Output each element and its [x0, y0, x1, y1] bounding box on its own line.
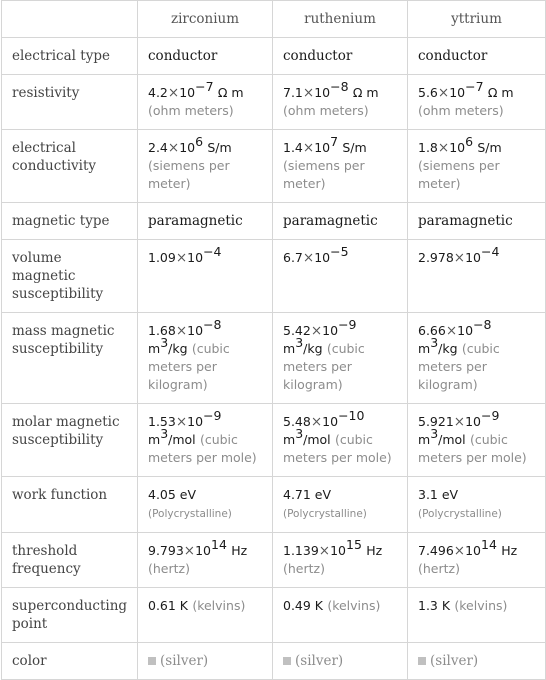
cell-value: 1.3 K (kelvins): [408, 588, 546, 643]
row-label: threshold frequency: [2, 533, 138, 588]
cell-value: $1.139\times 10^{15}$ Hz (hertz): [273, 533, 408, 588]
row-magnetic-type: [2, 203, 546, 240]
row-label: work function: [2, 477, 138, 533]
cell-value: 0.49 K (kelvins): [273, 588, 408, 643]
row-label: superconducting point: [2, 588, 138, 643]
cell-value: $1.68\times 10^{-8}$ $m^3/kg$ (cubic meters per kilogram): [138, 313, 273, 404]
cell-value: $6.66\times 10^{-8}$ $m^3/kg$ (cubic meters per kilogram): [408, 313, 546, 404]
cell-value: $5.48\times 10^{-10}$ $m^3$/mol (cubic meters per mole): [273, 404, 408, 477]
cell-value: $5.921\times 10^{-9}$ $m^3$/mol (cubic meters per mole): [408, 404, 546, 477]
row-superconducting-point: [2, 588, 546, 643]
row-label: magnetic type: [2, 203, 138, 240]
cell-value: $2.4\times 10^6$ S/m (siemens per meter): [138, 130, 273, 203]
header-yttrium: yttrium: [408, 1, 546, 38]
cell-value: $4.2\times 10^{-7}$ Ω m (ohm meters): [138, 75, 273, 130]
cell-value: $7.496\times 10^{14}$ Hz (hertz): [408, 533, 546, 588]
row-electrical-conductivity: [2, 130, 546, 203]
row-volume-magnetic-susceptibility: [2, 240, 546, 313]
cell-value: conductor: [138, 38, 273, 75]
cell-value: 4.05 eV (Polycrystalline): [138, 477, 273, 533]
cell-value: $1.8\times 10^6$ S/m (siemens per meter): [408, 130, 546, 203]
row-work-function: [2, 477, 546, 533]
cell-value: (silver): [408, 643, 546, 680]
header-ruthenium: ruthenium: [273, 1, 408, 38]
header-corner: [2, 1, 138, 38]
row-electrical-type: [2, 38, 546, 75]
cell-value: (silver): [138, 643, 273, 680]
row-threshold-frequency: [2, 533, 546, 588]
cell-value: paramagnetic: [273, 203, 408, 240]
header-row: [2, 1, 546, 38]
cell-value: (silver): [273, 643, 408, 680]
cell-value: $5.6\times 10^{-7}$ Ω m (ohm meters): [408, 75, 546, 130]
row-label: molar magnetic susceptibility: [2, 404, 138, 477]
cell-value: $7.1\times 10^{-8}$ Ω m (ohm meters): [273, 75, 408, 130]
cell-value: paramagnetic: [138, 203, 273, 240]
color-swatch: [283, 657, 291, 665]
header-zirconium: zirconium: [138, 1, 273, 38]
cell-value: $1.53\times 10^{-9}$ $m^3$/mol (cubic meters per mole): [138, 404, 273, 477]
color-swatch: [148, 657, 156, 665]
row-label: electrical type: [2, 38, 138, 75]
cell-value: conductor: [273, 38, 408, 75]
row-resistivity: [2, 75, 546, 130]
cell-value: $1.4\times 10^7$ S/m (siemens per meter): [273, 130, 408, 203]
cell-value: paramagnetic: [408, 203, 546, 240]
row-label: color: [2, 643, 138, 680]
cell-value: 4.71 eV (Polycrystalline): [273, 477, 408, 533]
cell-value: $1.09\times 10^{-4}$: [138, 240, 273, 313]
row-label: volume magnetic susceptibility: [2, 240, 138, 313]
element-properties-table: [1, 0, 546, 680]
cell-value: $5.42\times 10^{-9}$ $m^3/kg$ (cubic meters per kilogram): [273, 313, 408, 404]
row-color: [2, 643, 546, 680]
row-mass-magnetic-susceptibility: [2, 313, 546, 404]
row-label: electrical conductivity: [2, 130, 138, 203]
row-label: mass magnetic susceptibility: [2, 313, 138, 404]
cell-value: $2.978\times 10^{-4}$: [408, 240, 546, 313]
row-molar-magnetic-susceptibility: [2, 404, 546, 477]
row-label: resistivity: [2, 75, 138, 130]
cell-value: $9.793\times 10^{14}$ Hz (hertz): [138, 533, 273, 588]
cell-value: $6.7\times 10^{-5}$: [273, 240, 408, 313]
cell-value: 0.61 K (kelvins): [138, 588, 273, 643]
cell-value: conductor: [408, 38, 546, 75]
color-swatch: [418, 657, 426, 665]
cell-value: 3.1 eV (Polycrystalline): [408, 477, 546, 533]
